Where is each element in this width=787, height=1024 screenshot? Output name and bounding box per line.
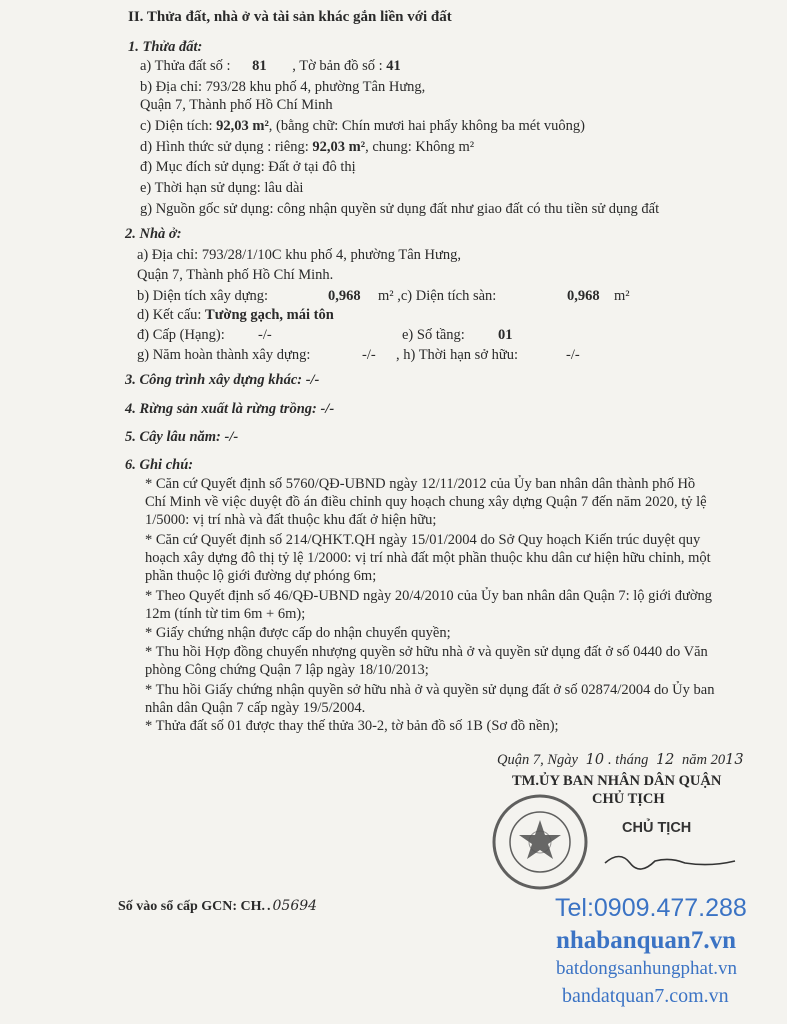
signer-role: CHỦ TỊCH [592,791,665,807]
private-area-value: 92,03 m² [312,139,366,155]
notes-title: 6. Ghi chú: [125,457,194,473]
land-purpose: đ) Mục đích sử dụng: Đất ở tại đô thị [140,159,356,175]
note-line: phần thuộc lộ giới đường dự phóng 6m; [145,568,377,584]
land-title: 1. Thửa đất: [128,39,203,55]
land-d [140,139,474,156]
watermark-tel: Tel:0909.477.288 [555,894,747,922]
land-area-label: c) Diện tích: [140,118,213,134]
month-label: . tháng [608,752,649,768]
house-a-line1: a) Địa chỉ: 793/28/1/10C khu phố 4, phường Tân Hưng, [137,247,461,263]
land-c [140,118,585,135]
watermark-site-2: batdongsanhungphat.vn [556,958,738,979]
house-title: 2. Nhà ở: [125,226,182,242]
house-b-label: b) Diện tích xây dựng: [137,288,269,304]
section-other-works: 3. Công trình xây dựng khác: -/- [125,372,320,388]
date-year: 13 [725,752,744,768]
shared-area: , chung: Không m² [365,139,475,155]
floors-label: e) Số tầng: [402,327,465,343]
note-line: * Căn cứ Quyết định số 5760/QĐ-UBND ngày 12/11/2012 của Ủy ban nhân dân thành phố Hồ [145,476,696,492]
section-perennial: 5. Cây lâu năm: -/- [125,429,239,445]
land-a-label: a) Thửa đất số : [140,58,231,74]
map-sheet-label: , Tờ bản đồ số : [292,58,383,74]
cert-label: Số vào sổ cấp GCN: CH [118,899,262,914]
note-line: nhân dân Quận 7 cấp ngày 19/5/2004. [145,700,366,716]
stamp-role-text: CHỦ TỊCH [622,820,692,836]
structure-label: d) Kết cấu: [137,307,202,323]
cert-entry: Số vào sổ cấp GCN: CH..05694 [118,898,318,914]
land-b-line2: Quận 7, Thành phố Hồ Chí Minh [140,97,333,113]
structure-value: Tường gạch, mái tôn [205,307,334,323]
completion-value: -/- [362,347,376,363]
cert-number: 05694 [272,898,318,914]
note-line: * Thu hồi Giấy chứng nhận quyền sở hữu nhà ở và quyền sử dụng đất ở số 02874/2004 do Ủy ban [145,682,715,698]
note-line: * Thu hồi Hợp đồng chuyển nhượng quyền sở hữu nhà ở và quyền sử dụng đất ở số 0440 do Văn [145,644,708,660]
land-a [140,58,401,75]
land-term: e) Thời hạn sử dụng: lâu dài [140,180,304,196]
section-header: II. Thửa đất, nhà ở và tài sản khác gắn liền với đất [128,9,452,25]
date-month: 12 [655,752,675,768]
note-line: 1/5000: vị trí nhà và đất thuộc khu đất ở hiện hữu; [145,512,437,528]
note-line: * Thửa đất số 01 được thay thế thửa 30-2, tờ bản đồ số 1B (Sơ đồ nền); [145,718,559,734]
date-prefix: Quận 7, Ngày [497,752,578,768]
note-line: * Giấy chứng nhận được cấp do nhận chuyển quyền; [145,625,451,641]
ownership-term-value: -/- [566,347,580,363]
official-seal-stamp [480,790,620,890]
map-sheet-number: 41 [386,58,401,74]
note-line: hoạch xây dựng đô thị tỷ lệ 1/2000: vị trí nhà đất một phần thuộc khu dân cư hiện hữu chỉnh, một [145,550,711,566]
land-area-words: , (bằng chữ: Chín mươi hai phẩy không ba mét vuông) [268,118,585,134]
watermark-site-1: nhabanquan7.vn [556,927,736,954]
watermark-site-3: bandatquan7.com.vn [562,985,729,1007]
signature-scribble [600,845,740,875]
date-day: 10 [585,752,605,768]
completion-label: g) Năm hoàn thành xây dựng: [137,347,311,363]
land-origin: g) Nguồn gốc sử dụng: công nhận quyền sử dụng đất như giao đất có thu tiền sử dụng đất [140,201,660,217]
floor-area-label: m² ,c) Diện tích sàn: [378,288,497,304]
issuing-authority: TM.ỦY BAN NHÂN DÂN QUẬN [512,773,722,789]
section-forest: 4. Rừng sản xuất là rừng trồng: -/- [125,401,335,417]
note-line: Chí Minh về việc duyệt đồ án điều chỉnh quy hoạch chung xây dựng Quận 7 đến năm 2020, tỷ lệ [145,494,707,510]
floor-area-value: 0,968 [567,288,600,304]
land-area-value: 92,03 m² [216,118,269,134]
floors-value: 01 [498,327,513,343]
house-a-line2: Quận 7, Thành phố Hồ Chí Minh. [137,267,334,283]
house-d [137,307,334,324]
grade-value: -/- [258,327,272,343]
grade-label: đ) Cấp (Hạng): [137,327,225,343]
issue-date [497,752,744,769]
floor-area-unit: m² [614,288,630,304]
note-line: * Căn cứ Quyết định số 214/QHKT.QH ngày 15/01/2004 do Sở Quy hoạch Kiến trúc duyệt quy [145,532,701,548]
land-b-line1: b) Địa chỉ: 793/28 khu phố 4, phường Tân Hưng, [140,79,426,95]
usage-form-label: d) Hình thức sử dụng : riêng: [140,139,309,155]
note-line: * Theo Quyết định số 46/QĐ-UBND ngày 20/4/2010 của Ủy ban nhân dân Quận 7: lộ giới đường [145,588,713,604]
note-line: 12m (tính từ tim 6m + 6m); [145,606,306,622]
parcel-number: 81 [252,58,267,74]
note-line: phòng Công chứng Quận 7 lập ngày 18/10/2013; [145,662,429,678]
construction-area-value: 0,968 [328,288,361,304]
ownership-term-label: , h) Thời hạn sở hữu: [396,347,519,363]
year-label: năm 20 [682,752,726,768]
